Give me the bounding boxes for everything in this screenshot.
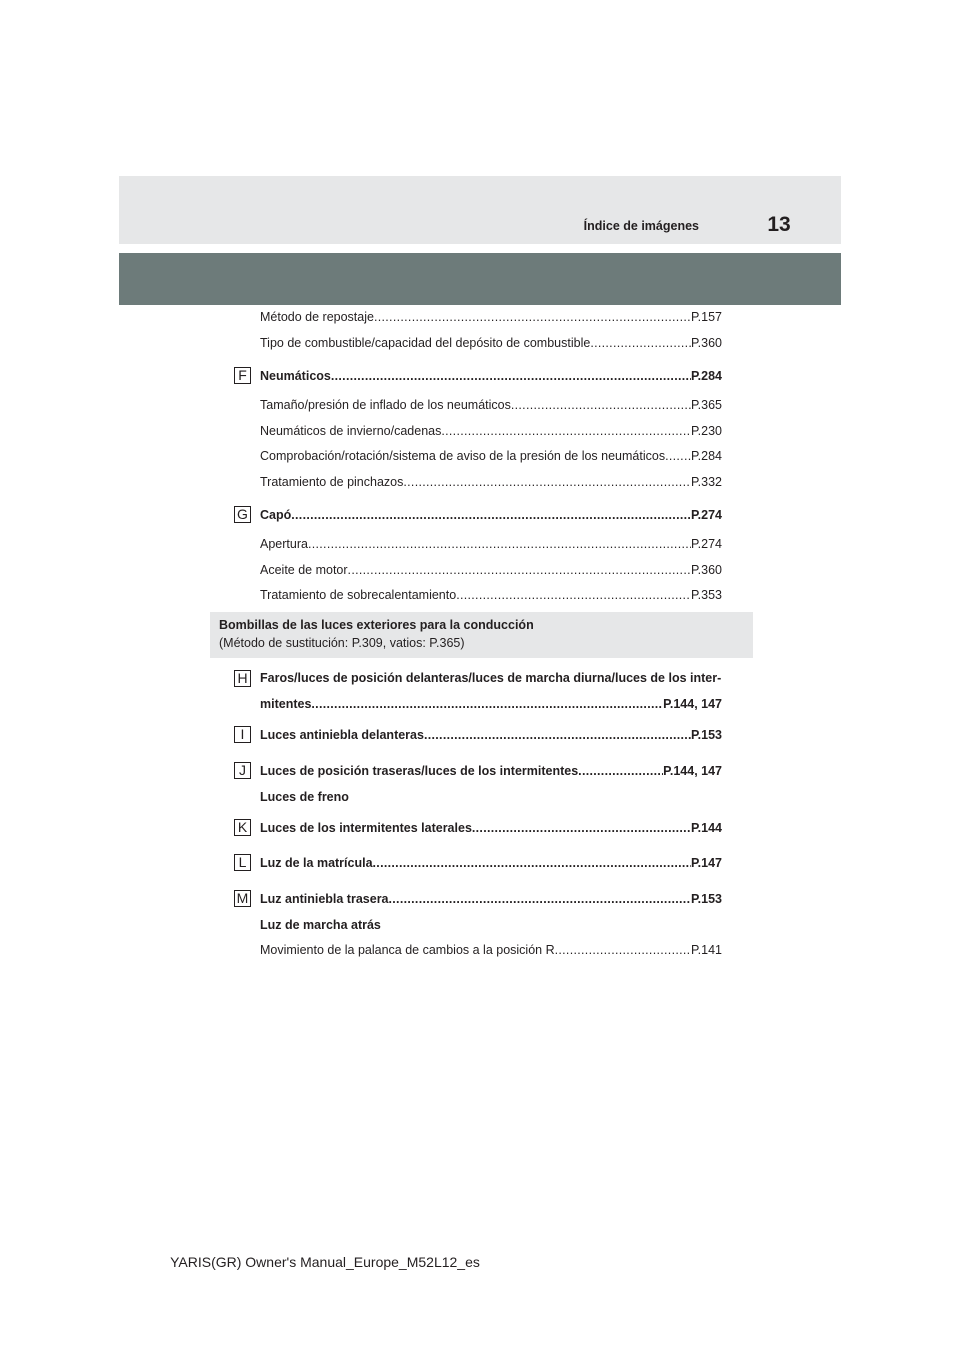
page-ref: P.144, 147 bbox=[663, 764, 722, 778]
index-entry: Tratamiento de pinchazos ..... P.332 bbox=[260, 472, 722, 492]
page-ref: P.144 bbox=[690, 821, 722, 835]
index-entry: Tratamiento de sobrecalentamiento ..... P.353 bbox=[260, 585, 722, 605]
index-entry: Aceite de motor ..... P.360 bbox=[260, 560, 722, 580]
page-ref: P.141 bbox=[690, 943, 722, 957]
callout-letter-k: K bbox=[234, 819, 251, 836]
index-entry: Comprobación/rotación/sistema de aviso de la presión de los neumáticos ..... P.284 bbox=[260, 446, 722, 466]
page-ref: P.284 bbox=[690, 449, 722, 463]
index-entry: Tamaño/presión de inflado de los neumáticos ..... P.365 bbox=[260, 395, 722, 415]
page-ref: P.153 bbox=[690, 728, 722, 742]
index-entry-extra: Luces de freno bbox=[260, 790, 349, 804]
page-ref: P.353 bbox=[690, 588, 722, 602]
index-entry-heading-line1: Faros/luces de posición delanteras/luces de marcha diurna/luces de los inter- bbox=[260, 671, 722, 685]
page-ref: P.230 bbox=[690, 424, 722, 438]
page-ref: P.360 bbox=[690, 563, 722, 577]
page-ref: P.147 bbox=[690, 856, 722, 870]
index-entry-heading: Luces de posición traseras/luces de los intermitentes ..... P.144, 147 bbox=[260, 761, 722, 781]
header-title: Índice de imágenes bbox=[583, 219, 699, 233]
page-ref: P.144, 147 bbox=[663, 697, 722, 711]
page-ref: P.153 bbox=[690, 892, 722, 906]
page-ref: P.274 bbox=[690, 508, 722, 522]
index-entry: Movimiento de la palanca de cambios a la posición R ..... P.141 bbox=[260, 940, 722, 960]
callout-letter-i: I bbox=[234, 726, 251, 743]
page-ref: P.274 bbox=[690, 537, 722, 551]
index-entry-heading: Capó ..... P.274 bbox=[260, 505, 722, 525]
index-entry-heading: Luz antiniebla trasera ..... P.153 bbox=[260, 889, 722, 909]
index-entry: Tipo de combustible/capacidad del depósito de combustible ..... P.360 bbox=[260, 333, 722, 353]
page-footer: YARIS(GR) Owner's Manual_Europe_M52L12_es bbox=[170, 1254, 480, 1270]
index-entry-heading: Luces antiniebla delanteras ..... P.153 bbox=[260, 725, 722, 745]
index-entry-heading: Luz de la matrícula ..... P.147 bbox=[260, 853, 722, 873]
index-entry-extra: Luz de marcha atrás bbox=[260, 918, 381, 932]
section-header-box bbox=[210, 612, 753, 658]
page-ref: P.332 bbox=[690, 475, 722, 489]
page-ref: P.365 bbox=[690, 398, 722, 412]
page-ref: P.284 bbox=[690, 369, 722, 383]
section-title: Bombillas de las luces exteriores para la conducción bbox=[219, 618, 534, 632]
index-entry-heading: Neumáticos ..... P.284 bbox=[260, 366, 722, 386]
page-ref: P.157 bbox=[690, 310, 722, 324]
callout-letter-l: L bbox=[234, 854, 251, 871]
section-subtitle: (Método de sustitución: P.309, vatios: P.365) bbox=[219, 636, 465, 650]
index-entry-heading: mitentes ..... P.144, 147 bbox=[260, 694, 722, 714]
index-entry: Apertura ..... P.274 bbox=[260, 534, 722, 554]
page-number: 13 bbox=[767, 213, 791, 236]
callout-letter-g: G bbox=[234, 506, 251, 523]
callout-letter-j: J bbox=[234, 762, 251, 779]
index-entry: Método de repostaje ..... P.157 bbox=[260, 307, 722, 327]
index-entry-heading: Luces de los intermitentes laterales ..... P.144 bbox=[260, 818, 722, 838]
callout-letter-f: F bbox=[234, 367, 251, 384]
index-entry: Neumáticos de invierno/cadenas ..... P.230 bbox=[260, 421, 722, 441]
callout-letter-m: M bbox=[234, 890, 251, 907]
page-ref: P.360 bbox=[690, 336, 722, 350]
callout-letter-h: H bbox=[234, 670, 251, 687]
